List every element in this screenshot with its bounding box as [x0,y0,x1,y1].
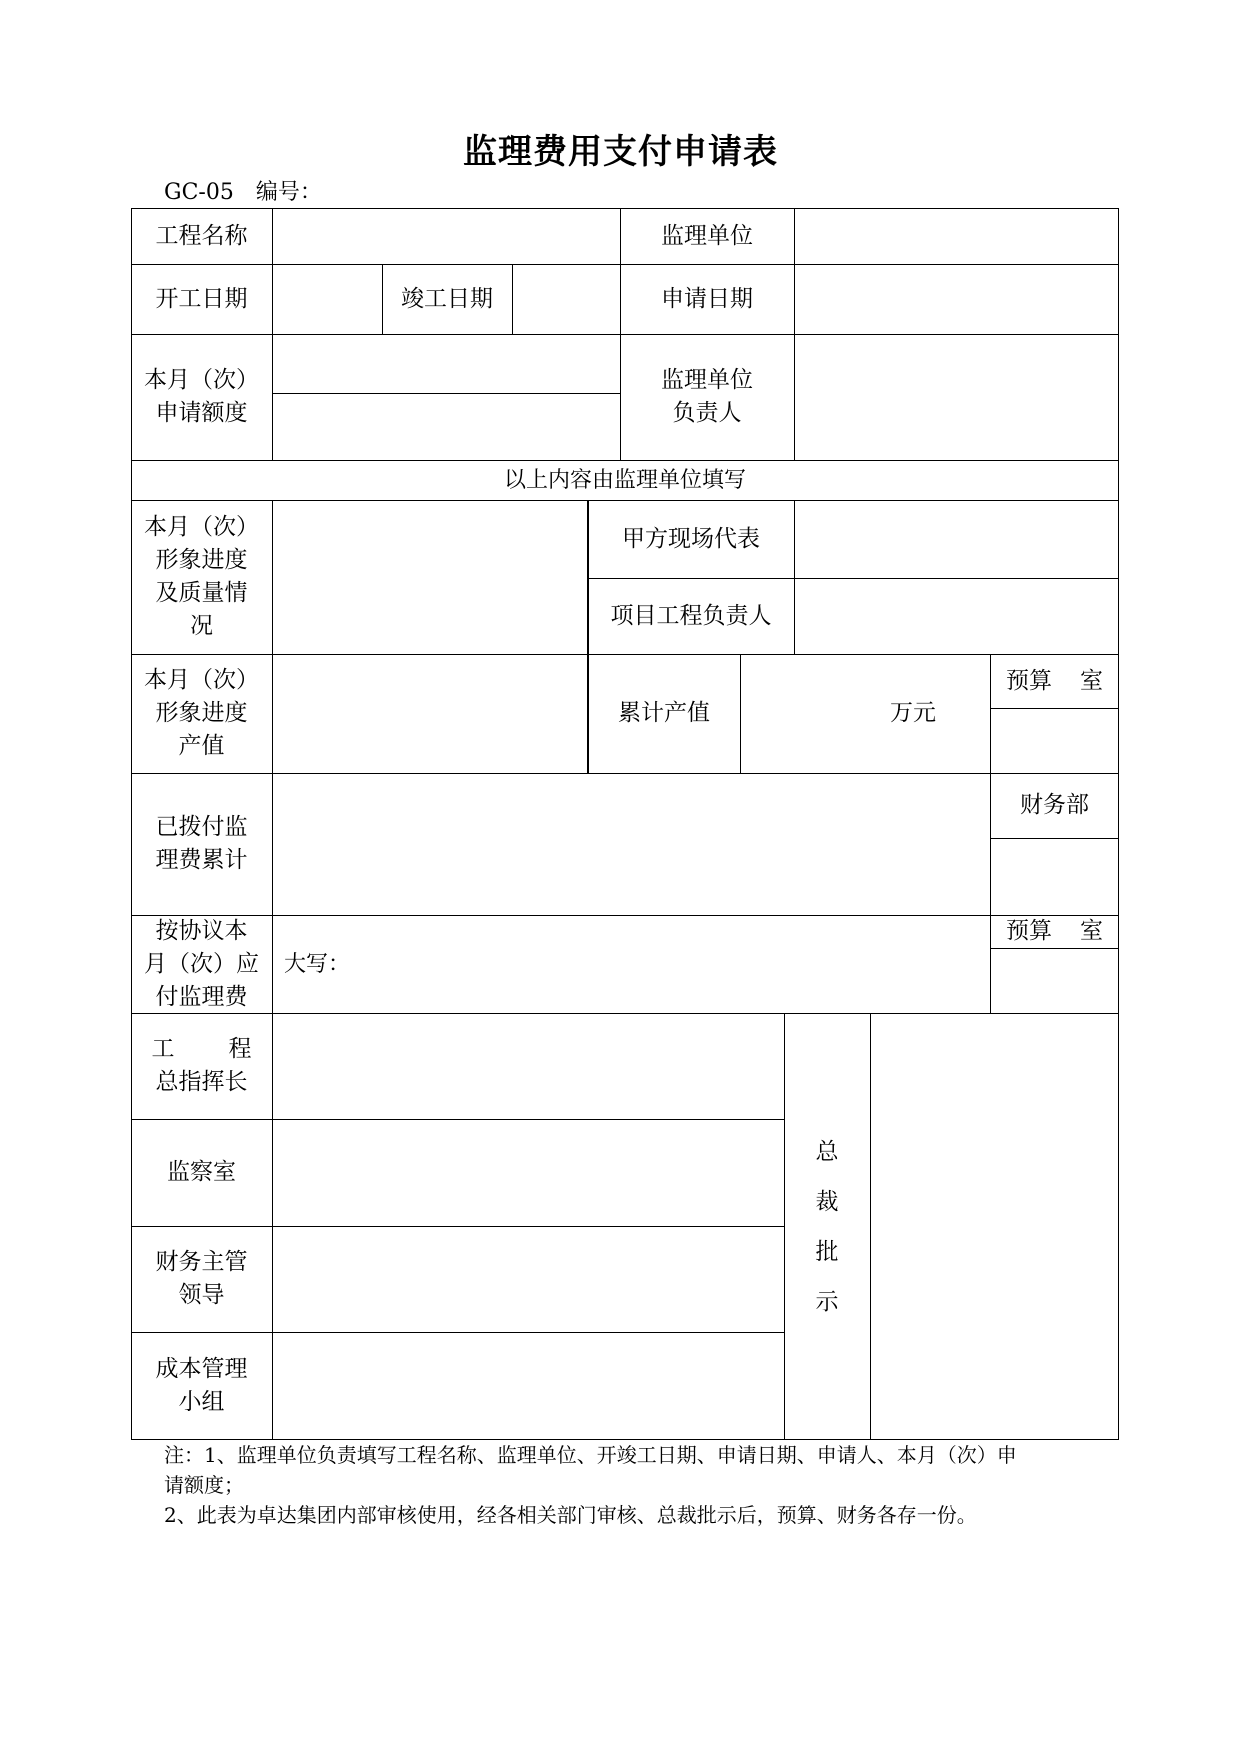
label-part: 预算 [1006,667,1052,694]
label-line: 财务主管 [155,1249,248,1275]
label-progress-value [131,654,272,773]
label-part: 预算 [1006,918,1052,944]
label-part: 程 [228,1036,252,1062]
label-unit-leader [620,334,794,460]
label-line: 本月（次） [144,514,259,540]
label-line: 月（次）应 [144,950,259,977]
label-line: 成本管理 [155,1356,248,1382]
filled-by-note: 以上内容由监理单位填写 [503,467,746,493]
number-label: 编号： [255,180,322,205]
label-capital-amount: 大写： [284,951,351,977]
label-line: 理费累计 [155,847,248,873]
label-part: 室 [1080,918,1103,944]
label-char: 裁 [815,1188,839,1215]
label-project-name: 工程名称 [155,222,248,249]
label-application-date: 申请日期 [661,285,753,312]
label-line: 领导 [178,1282,225,1308]
note-line: 注：1、监理单位负责填写工程名称、监理单位、开竣工日期、申请日期、申请人、本月（次）申 [164,1443,1017,1467]
label-project-manager: 项目工程负责人 [610,602,772,629]
label-line: 总指挥长 [155,1069,248,1095]
note-line: 2、此表为卓达集团内部审核使用，经各相关部门审核、总裁批示后，预算、财务各存一份。 [164,1503,977,1527]
label-line: 产值 [178,733,225,759]
label-char: 总 [815,1138,839,1165]
label-cost-group [131,1332,272,1440]
label-owner-rep: 甲方现场代表 [622,525,760,552]
label-chief-commander [131,1013,272,1119]
column-divider [740,654,741,773]
label-line: 小组 [178,1389,225,1415]
label-cumulative-output: 累计产值 [618,700,710,726]
row-divider [273,393,620,394]
label-line: 况 [190,613,213,639]
label-line: 申请额度 [155,400,248,426]
label-payable [131,915,272,1013]
label-part: 室 [1080,667,1103,694]
unit-wan: 万元 [890,700,936,726]
row-divider [131,773,1119,774]
label-paid-total [131,773,272,915]
label-line: 本月（次） [144,667,259,693]
note-line: 请额度； [164,1473,244,1497]
form-title: 监理费用支付申请表 [463,132,778,172]
label-completion-date: 竣工日期 [401,285,493,312]
label-line: 监理单位 [661,367,753,393]
label-line: 负责人 [672,400,742,426]
label-finance-dept: 财务部 [1020,792,1089,818]
label-start-date: 开工日期 [155,285,248,312]
label-line: 形象进度 [155,547,248,573]
row-divider [990,948,1119,949]
column-divider [794,500,795,654]
label-line: 按协议本 [155,917,248,944]
label-line: 本月（次） [144,367,259,393]
label-part: 工 [151,1036,175,1062]
label-finance-lead [131,1226,272,1332]
label-line: 及质量情 [155,580,248,606]
label-supervisory-office: 监察室 [167,1159,236,1185]
row-divider [131,915,1119,916]
label-monthly-amount [131,334,272,460]
label-char: 批 [815,1238,839,1265]
label-char: 示 [815,1288,839,1315]
column-divider [512,264,513,334]
row-divider [131,1013,1119,1014]
label-president-approval [784,1013,870,1440]
label-budget-office [990,654,1119,708]
column-divider [272,500,273,1440]
row-divider [990,708,1119,709]
row-divider [990,838,1119,839]
form-code: GC-05 [164,180,234,205]
label-line [152,1033,252,1066]
label-line: 已拨付监 [155,814,248,840]
label-progress-quality [131,500,272,654]
footnotes [164,1440,1104,1530]
label-budget-office-2 [990,915,1119,948]
column-divider [870,1013,871,1440]
label-line: 付监理费 [155,983,248,1010]
column-divider [272,208,273,460]
column-divider [794,208,795,460]
label-line: 形象进度 [155,700,248,726]
label-supervision-unit: 监理单位 [661,222,753,249]
